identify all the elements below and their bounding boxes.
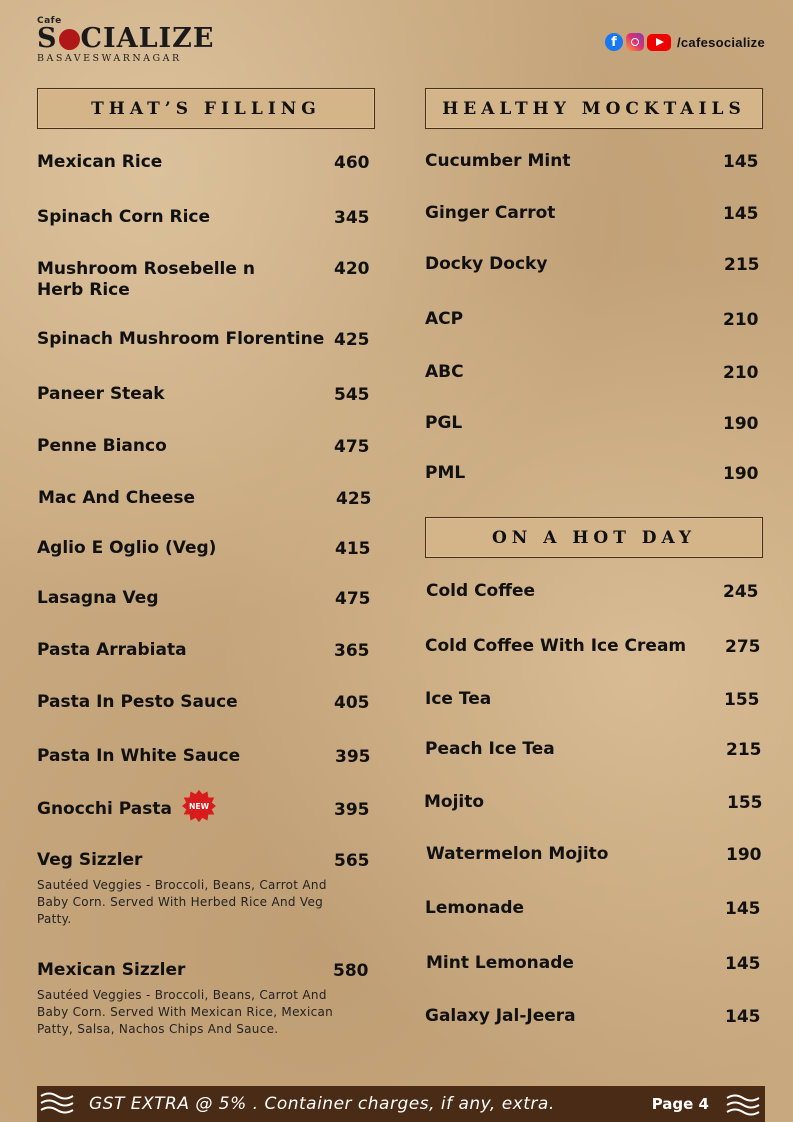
item-price: 190 [726, 845, 762, 865]
item-name: Cold Coffee With Ice Cream [425, 636, 687, 656]
item-name: Mojito [424, 792, 485, 812]
item-price: 210 [723, 363, 759, 383]
item-price: 545 [334, 385, 370, 405]
item-description: Sautéed Veggies - Broccoli, Beans, Carrot And Baby Corn. Served With Herbed Rice And Veg Patty. [37, 878, 327, 926]
item-price: 215 [724, 255, 760, 275]
logo-prefix: Cafe [37, 16, 62, 26]
item-name: Gnocchi Pasta [37, 799, 172, 819]
item-name: Lemonade [425, 898, 525, 918]
item-price: 345 [334, 208, 370, 228]
item-price: 425 [336, 489, 372, 509]
item-price: 565 [334, 851, 370, 871]
page-number: Page 4 [651, 1095, 709, 1113]
menu-item [37, 152, 327, 173]
item-price: 145 [725, 1007, 761, 1027]
item-name: ACP [425, 309, 464, 329]
menu-item [425, 362, 705, 383]
menu-item [37, 329, 332, 350]
menu-item [425, 309, 705, 330]
item-price: 425 [334, 330, 370, 350]
item-description: Sautéed Veggies - Broccoli, Beans, Carrot And Baby Corn. Served With Mexican Rice, Mexican Patty, Salsa, Nachos Chips And Sauce. [37, 988, 334, 1036]
menu-item [37, 792, 327, 826]
item-price: 145 [723, 204, 759, 224]
facebook-icon[interactable]: f [605, 33, 623, 51]
wave-left-icon [39, 1090, 77, 1118]
menu-item [37, 384, 327, 405]
item-name: Lasagna Veg [37, 588, 159, 608]
menu-item [426, 844, 716, 865]
item-price: 190 [723, 414, 759, 434]
new-badge-icon [182, 789, 216, 823]
menu-item [37, 960, 347, 1038]
item-name: PGL [425, 413, 463, 433]
menu-item [425, 463, 705, 484]
menu-item [37, 640, 327, 661]
menu-item [37, 746, 327, 767]
item-price: 215 [726, 740, 762, 760]
section-header-filling: THAT’S FILLING [37, 88, 375, 129]
section-header-mocktails: HEALTHY MOCKTAILS [425, 88, 763, 129]
item-name: Paneer Steak [37, 384, 165, 404]
item-price: 475 [334, 437, 370, 457]
menu-item [37, 207, 327, 228]
item-name: Aglio E Oglio (Veg) [37, 538, 217, 558]
menu-item [37, 436, 327, 457]
item-name: Veg Sizzler [37, 850, 143, 870]
cafe-logo [37, 16, 214, 64]
item-name: Docky Docky [425, 254, 548, 274]
menu-item [37, 850, 337, 928]
footer-note: GST EXTRA @ 5% . Container charges, if any, extra. [89, 1094, 555, 1114]
youtube-icon[interactable] [647, 34, 671, 51]
menu-item [426, 581, 716, 602]
item-price: 395 [335, 747, 371, 767]
item-name: PML [425, 463, 466, 483]
item-price: 395 [334, 800, 370, 820]
section-header-hotday: ON A HOT DAY [425, 517, 763, 558]
item-price: 475 [335, 589, 371, 609]
item-price: 145 [723, 152, 759, 172]
menu-item [37, 538, 327, 559]
wave-right-icon [725, 1090, 763, 1118]
item-name: Penne Bianco [37, 436, 167, 456]
item-name: Ginger Carrot [425, 203, 556, 223]
new-badge-label: NEW [188, 801, 209, 811]
menu-item [37, 692, 327, 713]
menu-item [37, 588, 327, 609]
item-name: Peach Ice Tea [425, 739, 555, 759]
item-name: Pasta In White Sauce [37, 746, 241, 766]
item-price: 365 [334, 641, 370, 661]
item-name: ABC [425, 362, 464, 382]
logo-name-end: CIALIZE [80, 23, 215, 54]
item-name: Mexican Sizzler [37, 960, 186, 980]
item-price: 580 [333, 961, 369, 981]
logo-location: BASAVESWARNAGAR [37, 53, 182, 64]
item-price: 275 [725, 637, 761, 657]
menu-item [425, 254, 705, 275]
menu-item [37, 259, 307, 301]
logo-red-dot [59, 29, 80, 50]
item-name: Pasta In Pesto Sauce [37, 692, 238, 712]
item-name: Galaxy Jal-Jeera [425, 1006, 576, 1026]
item-name: Mexican Rice [37, 152, 163, 172]
item-name: Mushroom Rosebelle n Herb Rice [37, 259, 255, 300]
footer-bar [37, 1086, 765, 1122]
menu-item [425, 203, 705, 224]
menu-item [425, 898, 715, 919]
instagram-icon[interactable] [626, 33, 644, 51]
item-price: 420 [334, 259, 370, 279]
item-price: 145 [725, 954, 761, 974]
menu-item [425, 689, 715, 710]
item-price: 155 [724, 690, 760, 710]
item-price: 190 [723, 464, 759, 484]
item-price: 155 [727, 793, 763, 813]
item-price: 405 [334, 693, 370, 713]
logo-name-start: S [37, 23, 58, 54]
item-name: Cold Coffee [426, 581, 536, 601]
item-price: 210 [723, 310, 759, 330]
item-name: Watermelon Mojito [426, 844, 609, 864]
item-name: Spinach Corn Rice [37, 207, 210, 227]
menu-item [425, 151, 705, 172]
social-links [605, 33, 765, 51]
item-price: 145 [725, 899, 761, 919]
item-price: 245 [723, 582, 759, 602]
menu-item [426, 953, 716, 974]
item-name: Mac And Cheese [38, 488, 196, 508]
social-handle: /cafesocialize [676, 34, 765, 50]
menu-item [425, 1006, 715, 1027]
item-name: Cucumber Mint [425, 151, 571, 171]
menu-item [38, 488, 328, 509]
item-price: 460 [334, 153, 370, 173]
item-name: Pasta Arrabiata [37, 640, 187, 660]
logo-wordmark [37, 23, 215, 54]
item-name: Ice Tea [425, 689, 492, 709]
menu-item [425, 739, 715, 760]
item-name: Mint Lemonade [426, 953, 574, 973]
menu-item [425, 413, 705, 434]
menu-item [424, 792, 714, 813]
menu-item [425, 636, 720, 657]
item-price: 415 [335, 539, 371, 559]
item-name: Spinach Mushroom Florentine [37, 329, 325, 349]
